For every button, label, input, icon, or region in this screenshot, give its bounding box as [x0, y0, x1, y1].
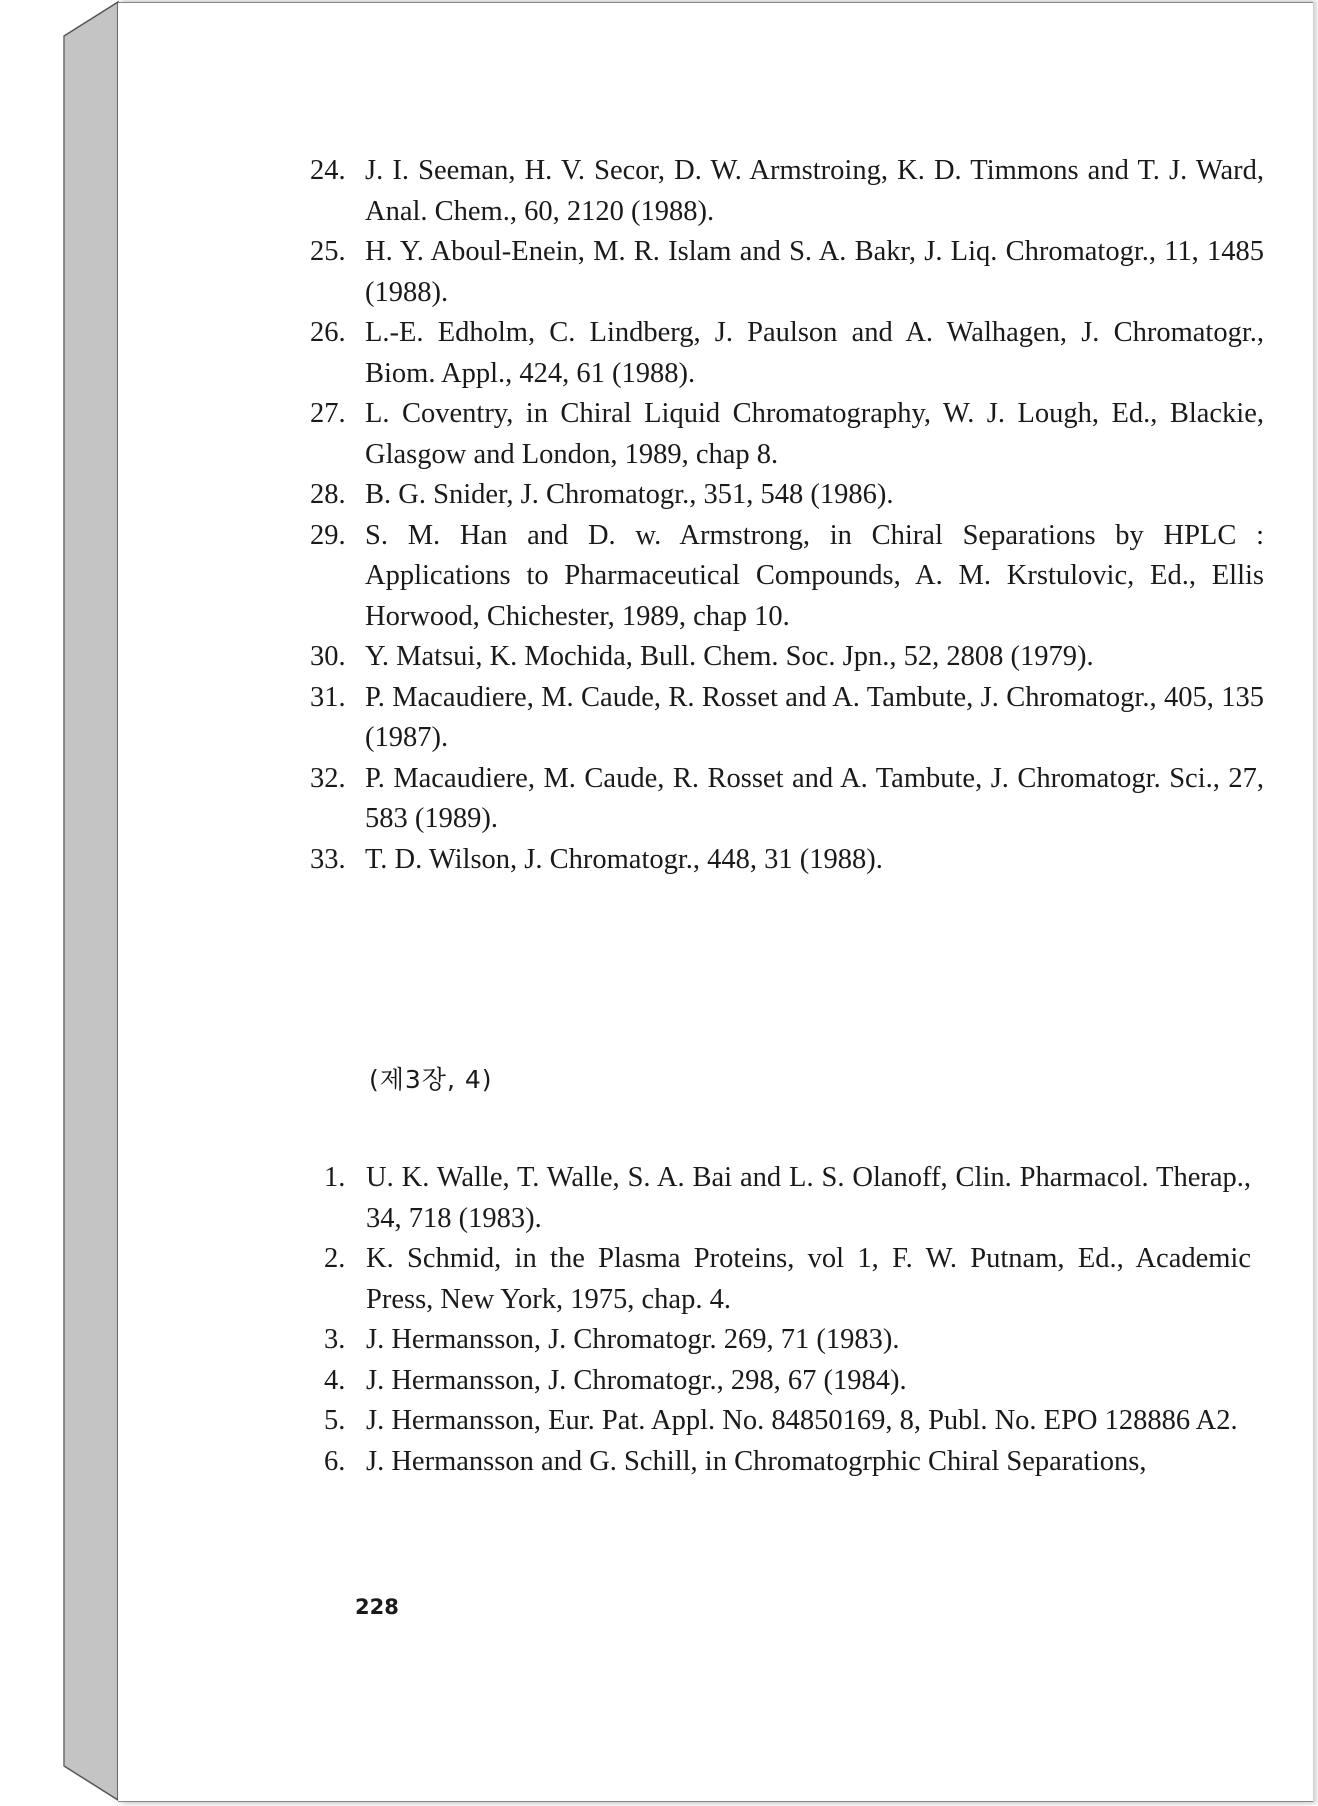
- reference-number: 25.: [310, 236, 346, 267]
- reference-item: [310, 394, 1264, 475]
- reference-item: [310, 840, 1264, 881]
- reference-number: 27.: [310, 398, 346, 429]
- reference-number: 3.: [324, 1324, 346, 1355]
- reference-number: 32.: [310, 762, 346, 794]
- reference-item: [310, 475, 1264, 516]
- reference-text: L.-E. Edholm, C. Lindberg, J. Paulson and A. Walhagen, J. Chromatogr., Biom. Appl., 424, 61 (1988).: [365, 317, 1264, 389]
- reference-number: 26.: [310, 317, 346, 348]
- reference-text: Y. Matsui, K. Mochida, Bull. Chem. Soc. Jpn., 52, 2808 (1979).: [365, 641, 1094, 672]
- reference-text: S. M. Han and D. w. Armstrong, in Chiral Separations by HPLC : Applications to Pharmaceutical Compounds, A. M. Krstulovic, Ed., Ellis Horwood, Chichester, 1989, chap 10.: [365, 519, 1264, 632]
- page-content: [118, 3, 1313, 1801]
- reference-text: J. Hermansson, J. Chromatogr., 298, 67 (1984).: [366, 1364, 907, 1396]
- reference-text: J. Hermansson and G. Schill, in Chromatogrphic Chiral Separations,: [366, 1445, 1147, 1477]
- page-number: 228: [355, 1595, 399, 1619]
- reference-item: [310, 516, 1264, 638]
- reference-number: 28.: [310, 479, 346, 510]
- reference-number: 6.: [324, 1445, 346, 1477]
- reference-number: 29.: [310, 519, 346, 551]
- reference-number: 31.: [310, 681, 346, 713]
- reference-text: H. Y. Aboul-Enein, M. R. Islam and S. A. Bakr, J. Liq. Chromatogr., 11, 1485 (1988).: [365, 236, 1264, 308]
- reference-item: [324, 1361, 1251, 1402]
- reference-text: K. Schmid, in the Plasma Proteins, vol 1, F. W. Putnam, Ed., Academic Press, New York, 1975, chap. 4.: [366, 1243, 1251, 1315]
- reference-number: 33.: [310, 843, 346, 875]
- reference-item: [310, 759, 1264, 840]
- reference-number: 2.: [324, 1243, 346, 1274]
- reference-text: P. Macaudiere, M. Caude, R. Rosset and A. Tambute, J. Chromatogr. Sci., 27, 583 (1989).: [365, 762, 1264, 834]
- reference-item: [324, 1158, 1251, 1239]
- section-heading: (제3장, 4): [369, 1065, 493, 1094]
- reference-text: J. Hermansson, Eur. Pat. Appl. No. 84850169, 8, Publ. No. EPO 128886 A2.: [366, 1405, 1238, 1436]
- reference-text: J. Hermansson, J. Chromatogr. 269, 71 (1983).: [366, 1324, 900, 1355]
- reference-number: 1.: [324, 1162, 346, 1193]
- reference-text: L. Coventry, in Chiral Liquid Chromatography, W. J. Lough, Ed., Blackie, Glasgow and London, 1989, chap 8.: [365, 398, 1264, 470]
- reference-item: [324, 1239, 1251, 1320]
- reference-item: [310, 637, 1264, 678]
- reference-text: U. K. Walle, T. Walle, S. A. Bai and L. S. Olanoff, Clin. Pharmacol. Therap., 34, 718 (1983).: [366, 1162, 1251, 1234]
- reference-item: [324, 1401, 1251, 1442]
- book-page: [118, 2, 1313, 1802]
- reference-text: J. I. Seeman, H. V. Secor, D. W. Armstroing, K. D. Timmons and T. J. Ward, Anal. Chem., 60, 2120 (1988).: [365, 155, 1264, 227]
- reference-item: [310, 232, 1264, 313]
- reference-item: [310, 678, 1264, 759]
- reference-number: 5.: [324, 1405, 346, 1436]
- reference-list-chapter-continued: [310, 151, 1310, 880]
- page-edge: [1313, 3, 1318, 1801]
- reference-item: [324, 1320, 1251, 1361]
- reference-item: [324, 1442, 1251, 1483]
- reference-text: T. D. Wilson, J. Chromatogr., 448, 31 (1988).: [365, 843, 883, 875]
- reference-text: B. G. Snider, J. Chromatogr., 351, 548 (1986).: [365, 479, 894, 510]
- reference-item: [310, 151, 1264, 232]
- reference-text: P. Macaudiere, M. Caude, R. Rosset and A. Tambute, J. Chromatogr., 405, 135 (1987).: [365, 681, 1264, 753]
- reference-item: [310, 313, 1264, 394]
- reference-number: 4.: [324, 1364, 346, 1396]
- reference-list-chapter-3-4: [324, 1158, 1310, 1482]
- reference-number: 30.: [310, 641, 346, 672]
- book-spine: [0, 0, 122, 1806]
- reference-number: 24.: [310, 155, 346, 186]
